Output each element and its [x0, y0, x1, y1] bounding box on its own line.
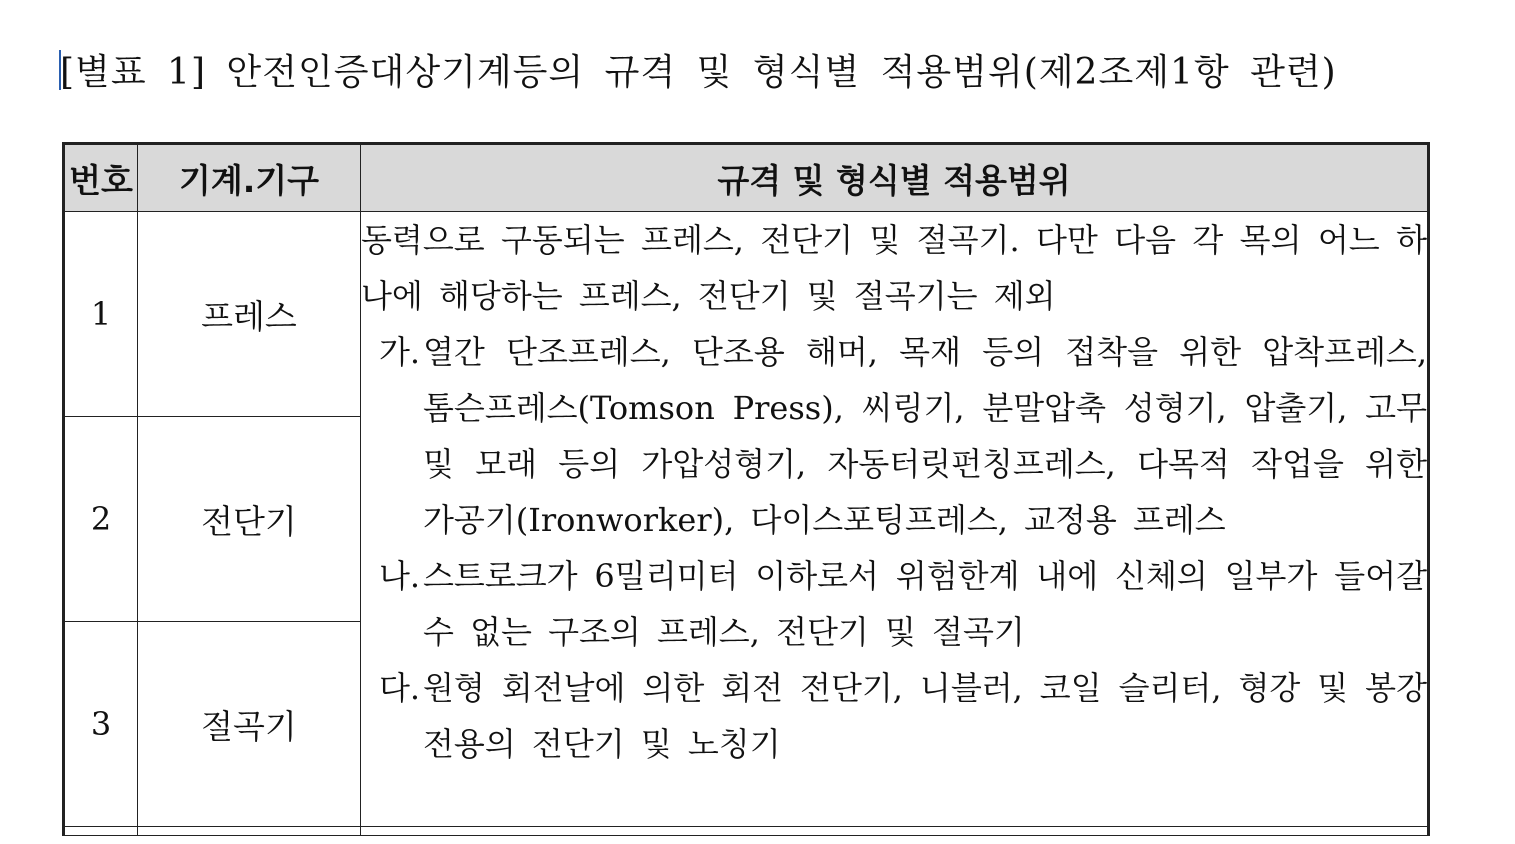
row-machine: 프레스	[138, 212, 361, 417]
scope-item	[361, 324, 1427, 548]
row-machine: 절곡기	[138, 622, 361, 827]
scope-item-marker: 나.	[379, 557, 421, 595]
scope-table	[62, 142, 1430, 836]
header-number: 번호	[64, 144, 138, 212]
row-number: 3	[64, 622, 138, 827]
row-number: 2	[64, 417, 138, 622]
scope-item-marker: 가.	[379, 333, 421, 371]
scope-item-marker: 다.	[379, 669, 421, 707]
table-header-row	[64, 144, 1429, 212]
continuation-cell	[361, 827, 1429, 836]
row-machine: 전단기	[138, 417, 361, 622]
header-scope: 규격 및 형식별 적용범위	[361, 144, 1429, 212]
continuation-cell	[64, 827, 138, 836]
table-row-continuation	[64, 827, 1429, 836]
document-title: [별표 1] 안전인증대상기계등의 규격 및 형식별 적용범위(제2조제1항 관련)	[60, 52, 1337, 93]
row-number: 1	[64, 212, 138, 417]
table-row	[64, 212, 1429, 417]
continuation-cell	[138, 827, 361, 836]
scope-item-text: 스트로크가 6밀리미터 이하로서 위험한계 내에 신체의 일부가 들어갈 수 없는 구조의 프레스, 전단기 및 절곡기	[423, 557, 1427, 651]
scope-intro: 동력으로 구동되는 프레스, 전단기 및 절곡기. 다만 다음 각 목의 어느 하나에 해당하는 프레스, 전단기 및 절곡기는 제외	[361, 221, 1427, 315]
scope-item-text: 원형 회전날에 의한 회전 전단기, 니블러, 코일 슬리터, 형강 및 봉강 전용의 전단기 및 노칭기	[423, 669, 1427, 763]
scope-item	[361, 660, 1427, 772]
scope-cell	[361, 212, 1429, 827]
header-machine: 기계.기구	[138, 144, 361, 212]
scope-item-text: 열간 단조프레스, 단조용 해머, 목재 등의 접착을 위한 압착프레스, 톰슨프레스(Tomson Press), 씨링기, 분말압축 성형기, 압출기, 고무 및 모래 등의 가압성형기, 자동터릿펀칭프레스, 다목적 작업을 위한 가공기(Ironworker), 다이스포팅프레스, 교정용 프레스	[423, 333, 1427, 539]
scope-item	[361, 548, 1427, 660]
